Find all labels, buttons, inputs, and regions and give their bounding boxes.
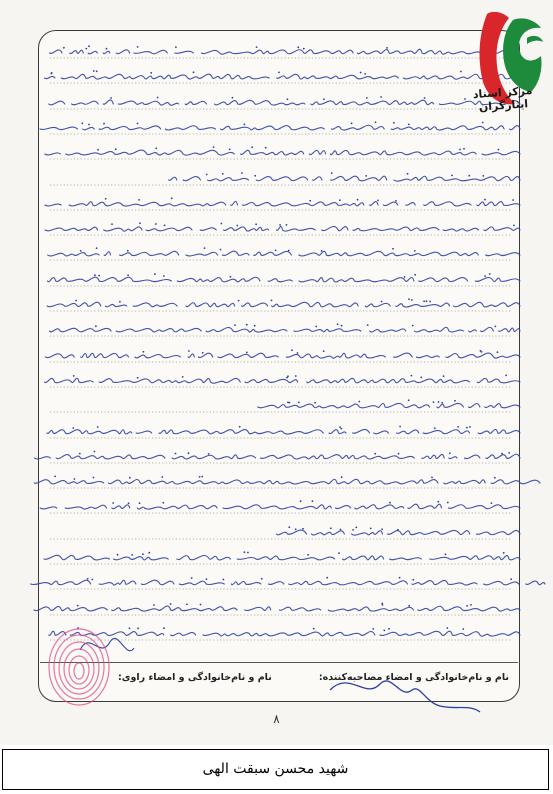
handwriting-dot (154, 273, 156, 275)
handwriting-dot (77, 605, 79, 607)
handwriting-dot (229, 149, 231, 151)
handwriting-dot (278, 72, 280, 74)
handwriting-dot (337, 323, 339, 325)
handwriting-dot (365, 175, 367, 177)
handwriting-dot (374, 453, 376, 455)
handwriting-dot (302, 528, 304, 530)
handwriting-dot (505, 375, 507, 377)
handwriting-dot (375, 121, 377, 123)
handwriting-stroke (40, 125, 520, 130)
handwriting-dot (307, 554, 309, 556)
handwriting-dot (275, 250, 277, 252)
handwriting-stroke (48, 277, 521, 282)
handwriting-dot (411, 375, 413, 377)
handwriting-dot (236, 225, 238, 227)
handwriting-dot (423, 300, 425, 302)
handwriting-dot (459, 149, 461, 151)
handwriting-dot (137, 46, 139, 48)
handwriting-dot (75, 300, 77, 302)
handwriting-dot (247, 552, 249, 554)
handwriting-dot (232, 97, 234, 99)
handwriting-dot (340, 428, 342, 430)
handwriting-dot (105, 198, 107, 200)
handwriting-dot (170, 603, 172, 605)
handwriting-dot (331, 172, 333, 174)
handwriting-stroke (34, 454, 520, 459)
handwriting-dot (96, 70, 98, 72)
handwriting-dot (434, 427, 436, 429)
handwriting-stroke (47, 302, 520, 307)
handwriting-dot (364, 73, 366, 75)
handwriting-dot (246, 324, 248, 326)
handwriting-dot (360, 72, 362, 74)
handwriting-dot (443, 375, 445, 377)
handwriting-dot (155, 223, 157, 225)
handwriting-dot (358, 401, 360, 403)
handwriting-dot (426, 300, 428, 302)
handwriting-dot (312, 500, 314, 502)
handwriting-dot (254, 325, 256, 327)
handwriting-dot (222, 173, 224, 175)
handwriting-dot (407, 173, 409, 175)
handwriting-stroke (34, 479, 540, 484)
handwriting-dot (171, 197, 173, 199)
handwriting-dot (503, 552, 505, 554)
handwriting-dot (508, 452, 510, 454)
handwriting-dot (380, 96, 382, 98)
handwriting-stroke (45, 378, 521, 383)
handwriting-dot (287, 402, 289, 404)
handwriting-dot (161, 476, 163, 478)
handwriting-dot (482, 175, 484, 177)
handwriting-dot (155, 147, 157, 149)
handwriting-stroke (47, 429, 520, 434)
handwriting-dot (241, 172, 243, 174)
handwriting-dot (119, 301, 121, 303)
handwriting-dot (397, 529, 399, 531)
handwriting-stroke (40, 201, 520, 206)
handwriting-dot (73, 375, 75, 377)
handwriting-dot (96, 247, 98, 249)
handwriting-dot (341, 476, 343, 478)
interviewer-signature-label: نام و نام‌خانوادگی و امضاء مصاحبه‌کننده: (318, 672, 509, 683)
handwriting-dot (295, 375, 297, 377)
handwriting-dot (424, 97, 426, 99)
handwriting-dot (244, 551, 246, 553)
handwriting-dot (454, 400, 456, 402)
page-number: ۸ (273, 712, 280, 726)
handwriting-dot (188, 452, 190, 454)
handwriting-stroke (276, 530, 520, 535)
handwriting-dot (445, 553, 447, 555)
handwriting-dot (352, 529, 354, 531)
handwriting-dot (98, 275, 100, 277)
handwriting-dot (462, 628, 464, 630)
handwriting-stroke (44, 555, 520, 560)
handwriting-dot (389, 502, 391, 504)
handwriting-dot (139, 502, 141, 504)
handwriting-dot (74, 478, 76, 480)
handwriting-dot (314, 402, 316, 404)
handwriting-dot (128, 502, 130, 504)
handwriting-dot (111, 223, 113, 225)
handwriting-dot (279, 224, 281, 226)
handwriting-dot (370, 528, 372, 530)
handwriting-dot (97, 149, 99, 151)
handwriting-dot (449, 452, 451, 454)
handwriting-dot (271, 300, 273, 302)
handwriting-dot (412, 325, 414, 327)
handwriting-stroke (49, 327, 520, 332)
handwriting-dot (323, 98, 325, 100)
handwriting-dot (355, 527, 357, 529)
handwriting-dot (408, 605, 410, 607)
handwriting-dot (129, 477, 131, 479)
handwriting-dot (466, 427, 468, 429)
handwriting-dot (204, 247, 206, 249)
handwriting-dot (251, 146, 253, 148)
handwriting-dot (513, 225, 515, 227)
handwriting-dot (188, 350, 190, 352)
handwriting-dot (497, 351, 499, 353)
thumbprint (44, 622, 114, 712)
handwriting-stroke (34, 606, 520, 611)
handwriting-dot (138, 199, 140, 201)
handwriting-dot (399, 577, 401, 579)
handwriting-dot (491, 502, 493, 504)
handwriting-dot (255, 223, 257, 225)
handwriting-dot (131, 554, 133, 556)
handwriting-dot (386, 47, 388, 49)
handwriting-dot (313, 628, 315, 630)
handwriting-stroke (46, 353, 521, 358)
handwriting-dot (470, 604, 472, 606)
handwriting-dot (481, 351, 483, 353)
handwriting-dot (438, 401, 440, 403)
caption-box (2, 749, 549, 790)
handwriting-dot (309, 200, 311, 202)
handwriting-dot (321, 250, 323, 252)
handwriting-dot (193, 71, 195, 73)
handwriting-dot (254, 175, 256, 177)
handwriting-dot (297, 352, 299, 354)
handwriting-dot (468, 175, 470, 177)
handwriting-dot (340, 529, 342, 531)
interviewer-signature (330, 681, 480, 712)
handwriting-dot (221, 223, 223, 225)
handwriting-dot (414, 274, 416, 276)
handwriting-dot (381, 301, 383, 303)
handwriting-dot (223, 579, 225, 581)
handwriting-dot (157, 97, 159, 99)
handwriting-dot (288, 526, 290, 528)
handwriting-dot (256, 46, 258, 48)
handwriting-dot (489, 273, 491, 275)
logo-caption: مرکز اسناد ایثارگران (472, 83, 533, 114)
handwriting-dot (97, 426, 99, 428)
handwriting-dot (93, 70, 95, 72)
handwriting-dot (137, 377, 139, 379)
handwriting-stroke (50, 49, 520, 54)
handwriting-stroke (40, 504, 520, 509)
handwriting-dot (457, 426, 459, 428)
handwriting-dot (414, 250, 416, 252)
handwriting-stroke (45, 150, 520, 155)
handwriting-dot (288, 250, 290, 252)
handwriting-dot (372, 628, 374, 630)
handwriting-dot (399, 426, 401, 428)
handwriting-dot (339, 199, 341, 201)
handwriting-dot (411, 299, 413, 301)
handwriting-dot (201, 476, 203, 478)
handwriting-dot (238, 300, 240, 302)
handwriting-dot (437, 501, 439, 503)
handwriting-dot (495, 326, 497, 328)
handwriting-dot (175, 453, 177, 455)
handwriting-dot (265, 147, 267, 149)
handwriting-dot (54, 476, 56, 478)
handwriting-dot (429, 301, 431, 303)
handwriting-dot (85, 48, 87, 50)
handwriting-dot (117, 554, 119, 556)
handwriting-dot (484, 275, 486, 277)
handwriting-stroke (44, 251, 521, 256)
handwriting-dot (88, 124, 90, 126)
handwriting-dot (115, 148, 117, 150)
handwriting-dot (388, 628, 390, 630)
handwriting-dot (291, 349, 293, 351)
handwriting-dot (377, 200, 379, 202)
caption-title: شهید محسن سبقت الهی (202, 761, 349, 777)
handwriting-dot (412, 579, 414, 581)
handwriting-dot (220, 249, 222, 251)
handwriting-dot (326, 577, 328, 579)
handwriting-dot (79, 453, 81, 455)
handwriting-stroke (49, 100, 520, 105)
handwriting-stroke (31, 580, 545, 585)
handwriting-dot (72, 427, 74, 429)
handwriting-dot (295, 528, 297, 530)
handwriting-dot (246, 352, 248, 354)
handwriting-dot (127, 250, 129, 252)
handwriting-dot (206, 174, 208, 176)
handwriting-dot (330, 527, 332, 529)
handwriting-dot (81, 122, 83, 124)
handwriting-dot (51, 73, 53, 75)
handwriting-dot (469, 426, 471, 428)
handwriting-dot (261, 578, 263, 580)
handwriting-dot (408, 298, 410, 300)
handwriting-dot (137, 627, 139, 629)
handwriting-dot (446, 627, 448, 629)
handwriting-dot (103, 123, 105, 125)
handwriting-dot (143, 351, 145, 353)
handwriting-dot (137, 123, 139, 125)
handwriting-dot (404, 276, 406, 278)
handwriting-dot (206, 578, 208, 580)
handwriting-dot (230, 276, 232, 278)
handwriting-stroke (44, 631, 520, 636)
handwriting-dot (298, 402, 300, 404)
handwriting-dot (286, 224, 288, 226)
handwriting-dot (287, 98, 289, 100)
handwriting-dot (498, 149, 500, 151)
handwriting-dot (383, 630, 385, 632)
handwriting-dot (451, 175, 453, 177)
narrator-signature-label: نام و نام‌خانوادگی و امضاء راوی: (118, 672, 272, 683)
handwriting-dot (95, 325, 97, 327)
handwriting-dot (244, 124, 246, 126)
handwriting-dot (110, 97, 112, 99)
handwriting-dot (163, 627, 165, 629)
handwriting-dot (351, 122, 353, 124)
handwriting-dot (482, 122, 484, 124)
handwriting-dot (127, 274, 129, 276)
handwriting-dot (392, 248, 394, 250)
handwriting-dot (112, 502, 114, 504)
handwriting-dot (433, 401, 435, 403)
handwriting-dot (175, 46, 177, 48)
handwriting-dot (357, 199, 359, 201)
handwriting-dot (484, 199, 486, 201)
handwriting-dot (94, 274, 96, 276)
handwriting-dot (315, 326, 317, 328)
handwriting-dot (460, 71, 462, 73)
handwriting-dot (91, 579, 93, 581)
handwriting-dot (339, 426, 341, 428)
handwriting-stroke (161, 176, 521, 181)
handwriting-dot (87, 578, 89, 580)
handwriting-dot (148, 552, 150, 554)
handwriting-dot (408, 124, 410, 126)
handwriting-dot (494, 477, 496, 479)
handwriting-dot (186, 604, 188, 606)
handwriting-dot (323, 350, 325, 352)
handwriting-dot (393, 122, 395, 124)
handwriting-dot (395, 200, 397, 202)
handwriting-dot (164, 225, 166, 227)
handwriting-stroke (258, 403, 520, 408)
handwriting-dot (200, 604, 202, 606)
handwriting-dot (366, 97, 368, 99)
handwriting-dot (431, 477, 433, 479)
handwriting-dot (501, 453, 503, 455)
handwriting-dot (191, 577, 193, 579)
handwriting-stroke (45, 74, 521, 79)
handwriting-stroke (45, 226, 520, 231)
handwriting-dot (202, 352, 204, 354)
handwriting-dot (208, 453, 210, 455)
handwriting-dot (398, 453, 400, 455)
handwriting-dot (139, 222, 141, 224)
handwriting-dot (142, 553, 144, 555)
handwriting-dot (213, 146, 215, 148)
handwriting-dot (341, 325, 343, 327)
handwriting-dot (286, 377, 288, 379)
handwriting-dot (381, 528, 383, 530)
handwriting-dot (420, 377, 422, 379)
handwriting-dot (297, 46, 299, 48)
handwriting-dot (367, 324, 369, 326)
handwriting-dot (466, 605, 468, 607)
handwriting-dot (93, 477, 95, 479)
handwriting-dot (300, 500, 302, 502)
handwriting-dot (510, 578, 512, 580)
handwriting-dot (63, 47, 65, 49)
handwriting-dot (94, 451, 96, 453)
handwriting-dot (338, 552, 340, 554)
handwriting-dot (129, 627, 131, 629)
handwriting-dot (153, 604, 155, 606)
handwriting-dot (150, 72, 152, 74)
handwriting-dot (463, 148, 465, 150)
handwriting-dot (239, 426, 241, 428)
handwriting-dot (163, 275, 165, 277)
handwriting-dot (512, 199, 514, 201)
handwriting-dot (182, 376, 184, 378)
handwriting-dot (106, 48, 108, 50)
handwriting-dot (447, 502, 449, 504)
handwriting-dot (441, 402, 443, 404)
handwriting-dot (162, 502, 164, 504)
handwriting-dot (408, 399, 410, 401)
handwriting-dot (303, 48, 305, 50)
handwriting-dot (80, 250, 82, 252)
handwriting-dot (382, 604, 384, 606)
handwriting-dot (199, 476, 201, 478)
handwriting-dot (88, 45, 90, 47)
handwriting-dot (234, 324, 236, 326)
